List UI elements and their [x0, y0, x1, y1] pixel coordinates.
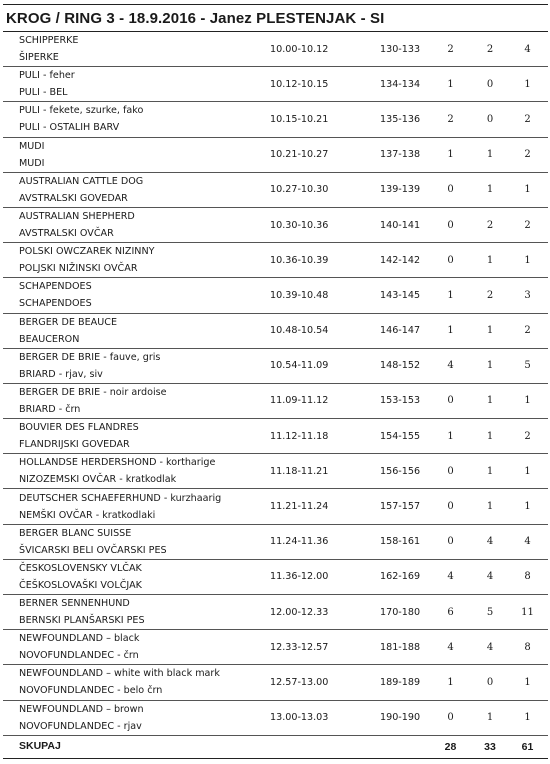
breed-name-cell	[3, 278, 268, 313]
table-row	[3, 348, 548, 383]
count-a: 0	[428, 383, 473, 418]
table-row	[3, 454, 548, 489]
count-b: 1	[473, 172, 507, 207]
table-row	[3, 137, 548, 172]
breed-name-cell	[3, 419, 268, 454]
count-c: 1	[507, 383, 548, 418]
breed-name-original: BERGER DE BEAUCE	[19, 316, 118, 328]
judging-time: 10.27-10.30	[268, 172, 378, 207]
count-b: 1	[473, 454, 507, 489]
table-row	[3, 559, 548, 594]
count-c: 1	[507, 67, 548, 102]
breed-name-slovenian: BRIARD - rjav, siv	[19, 368, 103, 380]
table-row	[3, 278, 548, 313]
catalog-range: 189-189	[378, 665, 428, 700]
judging-time: 10.21-10.27	[268, 137, 378, 172]
catalog-range: 146-147	[378, 313, 428, 348]
breed-name-slovenian: BERNSKI PLANŠARSKI PES	[19, 615, 145, 627]
count-c: 2	[507, 313, 548, 348]
count-b: 4	[473, 559, 507, 594]
judging-time: 10.00-10.12	[268, 32, 378, 67]
count-b: 2	[473, 32, 507, 67]
catalog-range: 190-190	[378, 700, 428, 735]
breed-name-original: ČESKOSLOVENSKY VLČAK	[19, 562, 142, 574]
count-c: 5	[507, 348, 548, 383]
count-c: 1	[507, 700, 548, 735]
count-c: 2	[507, 207, 548, 242]
catalog-range: 130-133	[378, 32, 428, 67]
count-a: 2	[428, 32, 473, 67]
count-b: 2	[473, 207, 507, 242]
breed-name-slovenian: PULI - OSTALIH BARV	[19, 122, 120, 134]
count-b: 1	[473, 489, 507, 524]
catalog-range: 140-141	[378, 207, 428, 242]
breed-name-slovenian: ŠIPERKE	[19, 52, 59, 64]
count-a: 1	[428, 419, 473, 454]
count-b: 4	[473, 630, 507, 665]
count-a: 4	[428, 630, 473, 665]
table-row	[3, 700, 548, 735]
table-row	[3, 524, 548, 559]
breed-name-cell	[3, 595, 268, 630]
breed-name-slovenian: POLJSKI NIŽINSKI OVČAR	[19, 263, 138, 275]
catalog-range: 143-145	[378, 278, 428, 313]
count-b: 0	[473, 67, 507, 102]
breed-name-original: AUSTRALIAN CATTLE DOG	[19, 175, 144, 187]
breed-name-slovenian: BRIARD - črn	[19, 403, 81, 415]
catalog-range: 154-155	[378, 419, 428, 454]
total-count-c: 61	[507, 735, 548, 758]
total-label: SKUPAJ	[3, 735, 268, 758]
count-b: 0	[473, 665, 507, 700]
table-row	[3, 32, 548, 67]
count-b: 5	[473, 595, 507, 630]
breed-name-original: SCHAPENDOES	[19, 281, 92, 293]
count-c: 8	[507, 630, 548, 665]
table-row	[3, 172, 548, 207]
count-b: 1	[473, 348, 507, 383]
breed-name-cell	[3, 172, 268, 207]
judging-time: 11.36-12.00	[268, 559, 378, 594]
breed-name-cell	[3, 454, 268, 489]
judging-time: 13.00-13.03	[268, 700, 378, 735]
table-row	[3, 67, 548, 102]
breed-name-original: PULI - fekete, szurke, fako	[19, 105, 144, 117]
count-c: 3	[507, 278, 548, 313]
count-c: 2	[507, 137, 548, 172]
count-c: 4	[507, 32, 548, 67]
count-b: 1	[473, 383, 507, 418]
breed-name-cell	[3, 630, 268, 665]
catalog-range: 162-169	[378, 559, 428, 594]
count-a: 1	[428, 137, 473, 172]
judging-time: 10.39-10.48	[268, 278, 378, 313]
breed-name-slovenian: MUDI	[19, 157, 45, 169]
count-b: 0	[473, 102, 507, 137]
count-b: 1	[473, 700, 507, 735]
judging-time: 12.00-12.33	[268, 595, 378, 630]
judging-time: 10.48-10.54	[268, 313, 378, 348]
catalog-range: 135-136	[378, 102, 428, 137]
count-a: 4	[428, 559, 473, 594]
count-c: 1	[507, 454, 548, 489]
judging-time: 12.57-13.00	[268, 665, 378, 700]
catalog-range: 148-152	[378, 348, 428, 383]
breed-name-original: NEWFOUNDLAND – brown	[19, 703, 144, 715]
judging-time: 11.18-11.21	[268, 454, 378, 489]
breed-name-original: AUSTRALIAN SHEPHERD	[19, 211, 135, 223]
judging-time: 11.21-11.24	[268, 489, 378, 524]
breed-name-slovenian: FLANDRIJSKI GOVEDAR	[19, 439, 130, 451]
table-row	[3, 102, 548, 137]
count-b: 1	[473, 137, 507, 172]
breed-name-original: NEWFOUNDLAND – white with black mark	[19, 668, 220, 680]
count-a: 1	[428, 313, 473, 348]
count-a: 1	[428, 278, 473, 313]
catalog-range: 158-161	[378, 524, 428, 559]
breed-name-cell	[3, 137, 268, 172]
count-a: 0	[428, 489, 473, 524]
table-row	[3, 243, 548, 278]
breed-name-cell	[3, 524, 268, 559]
breed-name-cell	[3, 559, 268, 594]
table-row	[3, 630, 548, 665]
breed-name-slovenian: NOVOFUNDLANDEC - rjav	[19, 720, 142, 732]
count-b: 2	[473, 278, 507, 313]
schedule-sheet	[3, 4, 548, 759]
judging-time: 10.54-11.09	[268, 348, 378, 383]
count-c: 8	[507, 559, 548, 594]
breed-name-original: BOUVIER DES FLANDRES	[19, 422, 139, 434]
breed-name-cell	[3, 207, 268, 242]
page-title: KROG / RING 3 - 18.9.2016 - Janez PLESTENJAK - SI	[6, 9, 385, 27]
table-row	[3, 489, 548, 524]
total-spacer-time	[268, 735, 378, 758]
breed-name-slovenian: NOVOFUNDLANDEC - črn	[19, 650, 139, 662]
breed-name-original: HOLLANDSE HERDERSHOND - kortharige	[19, 457, 216, 469]
breed-name-original: SCHIPPERKE	[19, 35, 79, 47]
count-a: 0	[428, 207, 473, 242]
breed-name-slovenian: BEAUCERON	[19, 333, 80, 345]
total-spacer-range	[378, 735, 428, 758]
breed-name-cell	[3, 102, 268, 137]
table-row	[3, 665, 548, 700]
judging-time: 10.30-10.36	[268, 207, 378, 242]
breed-name-cell	[3, 489, 268, 524]
count-a: 1	[428, 665, 473, 700]
count-a: 4	[428, 348, 473, 383]
count-c: 1	[507, 243, 548, 278]
breed-name-slovenian: AVSTRALSKI GOVEDAR	[19, 192, 128, 204]
count-c: 1	[507, 172, 548, 207]
breed-name-slovenian: SCHAPENDOES	[19, 298, 92, 310]
total-row	[3, 735, 548, 758]
table-row	[3, 207, 548, 242]
count-c: 11	[507, 595, 548, 630]
breed-name-slovenian: ČEŠKOSLOVAŠKI VOLČJAK	[19, 579, 142, 591]
breed-name-cell	[3, 67, 268, 102]
breed-name-cell	[3, 383, 268, 418]
breed-name-original: BERGER DE BRIE - fauve, gris	[19, 351, 161, 363]
breed-name-cell	[3, 348, 268, 383]
count-a: 0	[428, 454, 473, 489]
judging-time: 10.36-10.39	[268, 243, 378, 278]
count-a: 0	[428, 700, 473, 735]
total-count-a: 28	[428, 735, 473, 758]
count-b: 1	[473, 419, 507, 454]
count-c: 2	[507, 102, 548, 137]
breed-name-slovenian: NEMŠKI OVČAR - kratkodlaki	[19, 509, 156, 521]
breed-name-original: DEUTSCHER SCHAEFERHUND - kurzhaarig	[19, 492, 222, 504]
count-b: 4	[473, 524, 507, 559]
breed-name-original: NEWFOUNDLAND – black	[19, 633, 140, 645]
breed-name-slovenian: NIZOZEMSKI OVČAR - kratkodlak	[19, 474, 177, 486]
judging-time: 11.24-11.36	[268, 524, 378, 559]
breed-name-original: BERGER DE BRIE - noir ardoise	[19, 386, 167, 398]
count-c: 1	[507, 489, 548, 524]
count-c: 2	[507, 419, 548, 454]
breed-name-original: PULI - feher	[19, 70, 75, 82]
table-row	[3, 383, 548, 418]
count-a: 6	[428, 595, 473, 630]
count-a: 1	[428, 67, 473, 102]
table-row	[3, 595, 548, 630]
schedule-rows	[3, 32, 548, 735]
count-c: 1	[507, 665, 548, 700]
judging-time: 11.12-11.18	[268, 419, 378, 454]
catalog-range: 134-134	[378, 67, 428, 102]
breed-name-cell	[3, 243, 268, 278]
count-b: 1	[473, 313, 507, 348]
breed-name-cell	[3, 313, 268, 348]
judging-time: 11.09-11.12	[268, 383, 378, 418]
catalog-range: 157-157	[378, 489, 428, 524]
breed-name-original: BERNER SENNENHUND	[19, 598, 130, 610]
breed-name-original: BERGER BLANC SUISSE	[19, 527, 132, 539]
count-a: 0	[428, 172, 473, 207]
breed-name-slovenian: PULI - BEL	[19, 87, 68, 99]
breed-name-cell	[3, 665, 268, 700]
breed-name-slovenian: ŠVICARSKI BELI OVČARSKI PES	[19, 544, 167, 556]
count-a: 0	[428, 243, 473, 278]
catalog-range: 156-156	[378, 454, 428, 489]
catalog-range: 170-180	[378, 595, 428, 630]
count-c: 4	[507, 524, 548, 559]
catalog-range: 142-142	[378, 243, 428, 278]
table-row	[3, 313, 548, 348]
breed-name-slovenian: NOVOFUNDLANDEC - belo črn	[19, 685, 163, 697]
judging-time: 10.12-10.15	[268, 67, 378, 102]
total-count-b: 33	[473, 735, 507, 758]
breed-name-original: POLSKI OWCZAREK NIZINNY	[19, 246, 155, 258]
count-a: 2	[428, 102, 473, 137]
breed-name-cell	[3, 700, 268, 735]
judging-time: 12.33-12.57	[268, 630, 378, 665]
breed-name-original: MUDI	[19, 140, 45, 152]
title-bar	[3, 4, 548, 32]
breed-name-cell	[3, 32, 268, 67]
catalog-range: 139-139	[378, 172, 428, 207]
table-row	[3, 419, 548, 454]
judging-time: 10.15-10.21	[268, 102, 378, 137]
count-b: 1	[473, 243, 507, 278]
catalog-range: 153-153	[378, 383, 428, 418]
catalog-range: 181-188	[378, 630, 428, 665]
count-a: 0	[428, 524, 473, 559]
breed-name-slovenian: AVSTRALSKI OVČAR	[19, 228, 114, 240]
schedule-table	[3, 32, 548, 759]
catalog-range: 137-138	[378, 137, 428, 172]
